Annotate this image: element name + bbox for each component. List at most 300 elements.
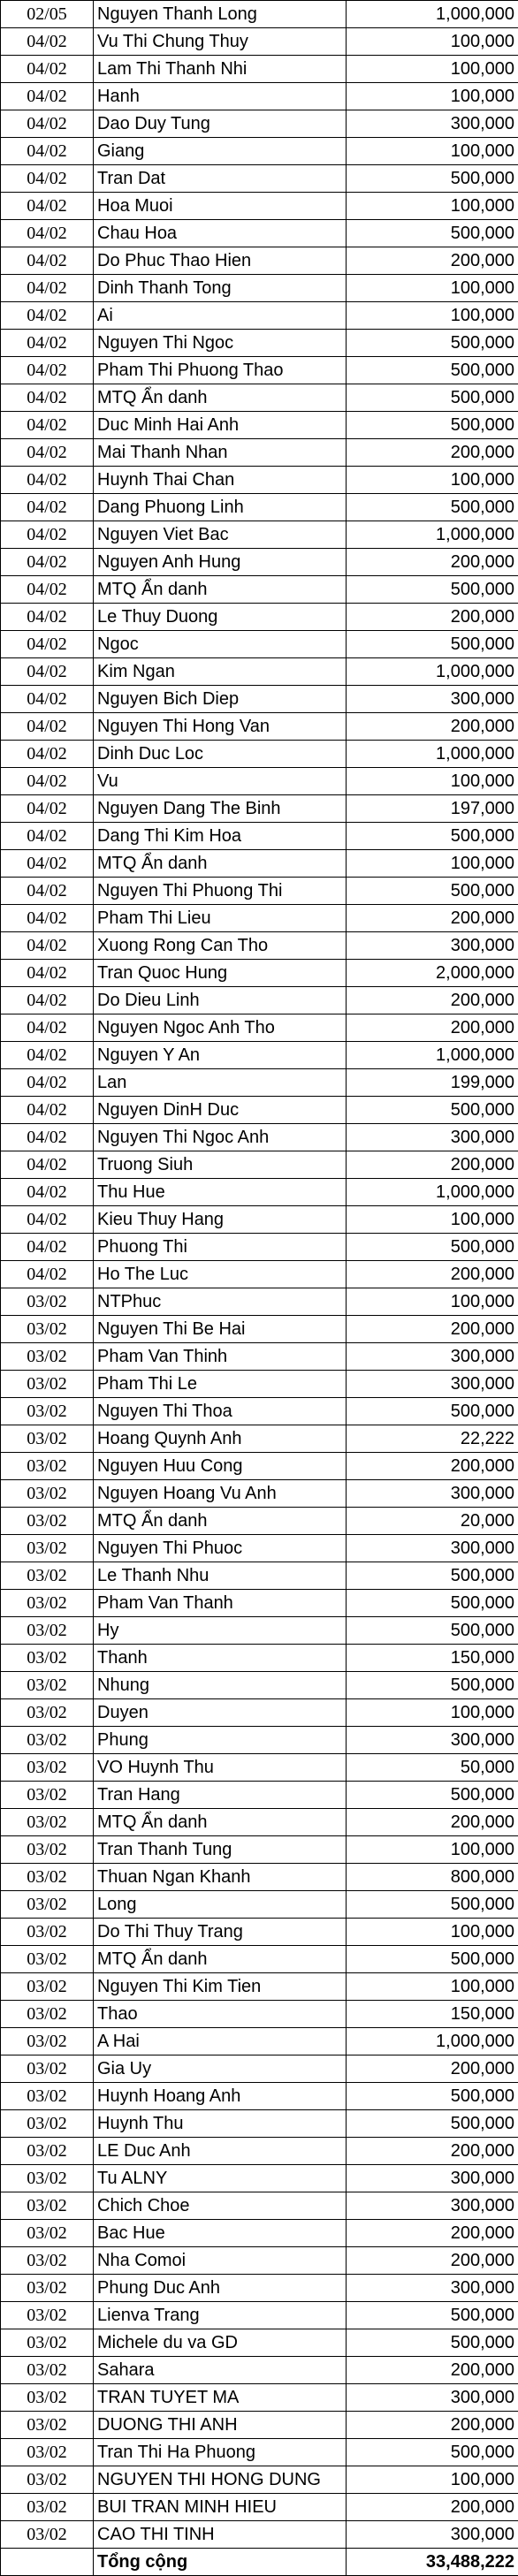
amount-cell: 300,000 — [347, 1535, 518, 1562]
donor-name-cell: VO Huynh Thu — [94, 1754, 347, 1782]
donor-name-cell: Nguyen Hoang Vu Anh — [94, 1480, 347, 1508]
date-cell: 04/02 — [1, 658, 94, 686]
donor-name-cell: Pham Thi Le — [94, 1371, 347, 1398]
table-row — [1, 576, 518, 604]
donor-name-cell: Nguyen Thi Ngoc Anh — [94, 1124, 347, 1151]
donor-name-cell: Truong Siuh — [94, 1151, 347, 1179]
amount-cell: 200,000 — [347, 2247, 518, 2275]
donor-name-cell: Michele du va GD — [94, 2329, 347, 2357]
date-cell: 03/02 — [1, 2028, 94, 2055]
date-cell: 04/02 — [1, 494, 94, 521]
table-row — [1, 2192, 518, 2220]
amount-cell: 100,000 — [347, 56, 518, 83]
amount-cell: 300,000 — [347, 2165, 518, 2192]
date-cell: 04/02 — [1, 357, 94, 384]
table-row — [1, 2329, 518, 2357]
donor-name-cell: Dinh Thanh Tong — [94, 275, 347, 302]
date-cell: 03/02 — [1, 1973, 94, 2001]
donor-name-cell: Dang Thi Kim Hoa — [94, 823, 347, 850]
donor-name-cell: LE Duc Anh — [94, 2138, 347, 2165]
table-row — [1, 2220, 518, 2247]
amount-cell: 500,000 — [347, 165, 518, 193]
table-row — [1, 795, 518, 823]
amount-cell: 100,000 — [347, 193, 518, 220]
date-cell: 04/02 — [1, 165, 94, 193]
donor-name-cell: Chau Hoa — [94, 220, 347, 247]
date-cell: 04/02 — [1, 850, 94, 878]
donor-name-cell: Nhung — [94, 1672, 347, 1699]
table-row — [1, 1809, 518, 1836]
date-cell: 04/02 — [1, 932, 94, 960]
date-cell: 03/02 — [1, 2001, 94, 2028]
table-row — [1, 1480, 518, 1508]
amount-cell: 100,000 — [347, 83, 518, 110]
table-row — [1, 713, 518, 741]
date-cell: 03/02 — [1, 2165, 94, 2192]
date-cell: 03/02 — [1, 2466, 94, 2494]
date-cell: 04/02 — [1, 1206, 94, 1234]
table-row — [1, 905, 518, 932]
donor-name-cell: Nguyen DinH Duc — [94, 1097, 347, 1124]
date-cell: 03/02 — [1, 1727, 94, 1754]
date-cell: 04/02 — [1, 1014, 94, 1042]
amount-cell: 500,000 — [347, 1891, 518, 1919]
amount-cell: 1,000,000 — [347, 2028, 518, 2055]
donor-name-cell: Vu — [94, 768, 347, 795]
date-cell: 04/02 — [1, 631, 94, 658]
table-row — [1, 1234, 518, 1261]
amount-cell: 200,000 — [347, 905, 518, 932]
amount-cell: 500,000 — [347, 357, 518, 384]
amount-cell: 800,000 — [347, 1864, 518, 1891]
amount-cell: 300,000 — [347, 2384, 518, 2412]
table-row — [1, 960, 518, 987]
amount-cell: 500,000 — [347, 220, 518, 247]
date-cell: 04/02 — [1, 275, 94, 302]
donor-name-cell: Xuong Rong Can Tho — [94, 932, 347, 960]
table-row — [1, 2247, 518, 2275]
table-row — [1, 2001, 518, 2028]
donor-name-cell: Hoa Muoi — [94, 193, 347, 220]
table-row — [1, 549, 518, 576]
table-row — [1, 1508, 518, 1535]
donor-name-cell: TRAN TUYET MA — [94, 2384, 347, 2412]
table-row — [1, 384, 518, 412]
date-cell: 04/02 — [1, 960, 94, 987]
date-cell: 03/02 — [1, 1562, 94, 1590]
amount-cell: 300,000 — [347, 686, 518, 713]
table-row — [1, 1727, 518, 1754]
amount-cell: 100,000 — [347, 850, 518, 878]
date-cell: 03/02 — [1, 1699, 94, 1727]
donor-name-cell: Tran Quoc Hung — [94, 960, 347, 987]
amount-cell: 500,000 — [347, 1617, 518, 1645]
date-cell: 04/02 — [1, 83, 94, 110]
table-row — [1, 768, 518, 795]
amount-cell: 20,000 — [347, 1508, 518, 1535]
amount-cell: 199,000 — [347, 1069, 518, 1097]
date-cell: 03/02 — [1, 1508, 94, 1535]
date-cell: 04/02 — [1, 439, 94, 467]
date-cell: 03/02 — [1, 2302, 94, 2329]
table-row — [1, 1398, 518, 1425]
donor-name-cell: Thuan Ngan Khanh — [94, 1864, 347, 1891]
date-cell: 04/02 — [1, 686, 94, 713]
date-cell: 03/02 — [1, 1371, 94, 1398]
amount-cell: 500,000 — [347, 2329, 518, 2357]
donor-name-cell: NTPhuc — [94, 1288, 347, 1316]
date-cell: 04/02 — [1, 247, 94, 275]
amount-cell: 300,000 — [347, 932, 518, 960]
donor-name-cell: Huynh Thai Chan — [94, 467, 347, 494]
table-row — [1, 1919, 518, 1946]
donor-name-cell: BUI TRAN MINH HIEU — [94, 2494, 347, 2521]
amount-cell: 500,000 — [347, 1590, 518, 1617]
amount-cell: 200,000 — [347, 2220, 518, 2247]
donor-name-cell: Tran Thi Ha Phuong — [94, 2439, 347, 2466]
donor-name-cell: DUONG THI ANH — [94, 2412, 347, 2439]
amount-cell: 200,000 — [347, 1316, 518, 1343]
amount-cell: 1,000,000 — [347, 1042, 518, 1069]
table-row — [1, 631, 518, 658]
date-cell: 04/02 — [1, 878, 94, 905]
donor-name-cell: Do Phuc Thao Hien — [94, 247, 347, 275]
table-row — [1, 56, 518, 83]
donor-name-cell: Ai — [94, 302, 347, 330]
table-row — [1, 1343, 518, 1371]
table-row — [1, 2384, 518, 2412]
donor-name-cell: Phung Duc Anh — [94, 2275, 347, 2302]
date-cell: 04/02 — [1, 302, 94, 330]
donor-name-cell: Sahara — [94, 2357, 347, 2384]
amount-cell: 500,000 — [347, 1234, 518, 1261]
table-row — [1, 823, 518, 850]
date-cell: 04/02 — [1, 384, 94, 412]
amount-cell: 200,000 — [347, 549, 518, 576]
table-row — [1, 2275, 518, 2302]
amount-cell: 300,000 — [347, 110, 518, 138]
amount-cell: 1,000,000 — [347, 521, 518, 549]
donor-name-cell: Hy — [94, 1617, 347, 1645]
amount-cell: 100,000 — [347, 28, 518, 56]
date-cell: 03/02 — [1, 1754, 94, 1782]
date-cell: 04/02 — [1, 604, 94, 631]
date-cell: 03/02 — [1, 2138, 94, 2165]
amount-cell: 100,000 — [347, 768, 518, 795]
table-row — [1, 2083, 518, 2110]
table-row — [1, 1206, 518, 1234]
amount-cell: 1,000,000 — [347, 1179, 518, 1206]
amount-cell: 100,000 — [347, 1699, 518, 1727]
table-row — [1, 2494, 518, 2521]
donor-name-cell: Vu Thi Chung Thuy — [94, 28, 347, 56]
date-cell: 04/02 — [1, 1234, 94, 1261]
table-row — [1, 1672, 518, 1699]
date-cell: 03/02 — [1, 2439, 94, 2466]
donor-name-cell: Lan — [94, 1069, 347, 1097]
table-row — [1, 1973, 518, 2001]
table-row — [1, 1453, 518, 1480]
table-row — [1, 193, 518, 220]
date-cell: 04/02 — [1, 193, 94, 220]
table-row — [1, 1836, 518, 1864]
total-row — [1, 2549, 518, 2576]
date-cell: 03/02 — [1, 2083, 94, 2110]
date-cell: 03/02 — [1, 1946, 94, 1973]
date-cell: 02/05 — [1, 1, 94, 28]
table-row — [1, 2466, 518, 2494]
total-amount: 33,488,222 — [347, 2549, 518, 2576]
table-row — [1, 1, 518, 28]
amount-cell: 100,000 — [347, 1206, 518, 1234]
amount-cell: 300,000 — [347, 2521, 518, 2549]
donor-name-cell: Gia Uy — [94, 2055, 347, 2083]
date-cell: 03/02 — [1, 1617, 94, 1645]
date-cell: 03/02 — [1, 1672, 94, 1699]
amount-cell: 300,000 — [347, 1480, 518, 1508]
total-label: Tổng cộng — [94, 2549, 347, 2576]
table-row — [1, 2110, 518, 2138]
table-row — [1, 1590, 518, 1617]
donor-name-cell: Nguyen Thi Hong Van — [94, 713, 347, 741]
date-cell: 03/02 — [1, 1864, 94, 1891]
donor-name-cell: Duc Minh Hai Anh — [94, 412, 347, 439]
amount-cell: 300,000 — [347, 1124, 518, 1151]
amount-cell: 150,000 — [347, 2001, 518, 2028]
date-cell: 03/02 — [1, 2110, 94, 2138]
date-cell: 03/02 — [1, 1809, 94, 1836]
donor-name-cell: Nguyen Thi Kim Tien — [94, 1973, 347, 2001]
date-cell: 03/02 — [1, 2192, 94, 2220]
donor-name-cell: Hoang Quynh Anh — [94, 1425, 347, 1453]
table-row — [1, 1946, 518, 1973]
donor-name-cell: Giang — [94, 138, 347, 165]
donor-name-cell: Bac Hue — [94, 2220, 347, 2247]
table-row — [1, 275, 518, 302]
table-row — [1, 83, 518, 110]
donor-name-cell: Nguyen Thi Thoa — [94, 1398, 347, 1425]
amount-cell: 500,000 — [347, 384, 518, 412]
donor-name-cell: Chich Choe — [94, 2192, 347, 2220]
amount-cell: 500,000 — [347, 412, 518, 439]
table-row — [1, 1179, 518, 1206]
table-row — [1, 247, 518, 275]
date-cell: 04/02 — [1, 521, 94, 549]
date-cell: 03/02 — [1, 1535, 94, 1562]
donor-name-cell: Tran Dat — [94, 165, 347, 193]
donor-name-cell: Nguyen Thi Phuoc — [94, 1535, 347, 1562]
donor-name-cell: Thu Hue — [94, 1179, 347, 1206]
table-row — [1, 439, 518, 467]
date-cell: 03/02 — [1, 1836, 94, 1864]
donor-name-cell: Nguyen Ngoc Anh Tho — [94, 1014, 347, 1042]
amount-cell: 100,000 — [347, 1973, 518, 2001]
amount-cell: 300,000 — [347, 1727, 518, 1754]
donor-name-cell: Nguyen Thanh Long — [94, 1, 347, 28]
amount-cell: 200,000 — [347, 1151, 518, 1179]
amount-cell: 500,000 — [347, 1398, 518, 1425]
amount-cell: 100,000 — [347, 467, 518, 494]
date-cell: 03/02 — [1, 1343, 94, 1371]
amount-cell: 500,000 — [347, 1672, 518, 1699]
date-cell: 03/02 — [1, 2329, 94, 2357]
date-cell: 04/02 — [1, 467, 94, 494]
donor-name-cell: Nguyen Dang The Binh — [94, 795, 347, 823]
date-cell: 04/02 — [1, 768, 94, 795]
amount-cell: 500,000 — [347, 1946, 518, 1973]
donor-name-cell: Le Thuy Duong — [94, 604, 347, 631]
donor-name-cell: Le Thanh Nhu — [94, 1562, 347, 1590]
table-row — [1, 467, 518, 494]
donor-name-cell: Do Thi Thuy Trang — [94, 1919, 347, 1946]
donor-name-cell: Duyen — [94, 1699, 347, 1727]
table-row — [1, 1151, 518, 1179]
donor-name-cell: Nguyen Anh Hung — [94, 549, 347, 576]
amount-cell: 500,000 — [347, 330, 518, 357]
amount-cell: 300,000 — [347, 1343, 518, 1371]
donor-name-cell: Hanh — [94, 83, 347, 110]
table-row — [1, 1371, 518, 1398]
amount-cell: 500,000 — [347, 631, 518, 658]
date-cell: 04/02 — [1, 56, 94, 83]
table-row — [1, 1535, 518, 1562]
table-row — [1, 165, 518, 193]
date-cell: 03/02 — [1, 1590, 94, 1617]
donor-name-cell: MTQ Ẩn danh — [94, 384, 347, 412]
table-row — [1, 2357, 518, 2384]
total-date-cell — [1, 2549, 94, 2576]
amount-cell: 500,000 — [347, 1097, 518, 1124]
amount-cell: 300,000 — [347, 2192, 518, 2220]
donor-name-cell: CAO THI TINH — [94, 2521, 347, 2549]
table-row — [1, 1042, 518, 1069]
table-row — [1, 412, 518, 439]
amount-cell: 1,000,000 — [347, 1, 518, 28]
table-row — [1, 1124, 518, 1151]
donor-name-cell: Ngoc — [94, 631, 347, 658]
date-cell: 03/02 — [1, 2220, 94, 2247]
donor-name-cell: Tu ALNY — [94, 2165, 347, 2192]
table-row — [1, 850, 518, 878]
donor-name-cell: Pham Van Thinh — [94, 1343, 347, 1371]
table-row — [1, 2521, 518, 2549]
amount-cell: 100,000 — [347, 2466, 518, 2494]
amount-cell: 100,000 — [347, 1288, 518, 1316]
donor-name-cell: Dinh Duc Loc — [94, 741, 347, 768]
amount-cell: 200,000 — [347, 713, 518, 741]
date-cell: 04/02 — [1, 1042, 94, 1069]
date-cell: 03/02 — [1, 2275, 94, 2302]
table-row — [1, 1425, 518, 1453]
date-cell: 04/02 — [1, 795, 94, 823]
date-cell: 04/02 — [1, 905, 94, 932]
table-row — [1, 2439, 518, 2466]
date-cell: 03/02 — [1, 2384, 94, 2412]
table-row — [1, 330, 518, 357]
donor-name-cell: NGUYEN THI HONG DUNG — [94, 2466, 347, 2494]
date-cell: 03/02 — [1, 1645, 94, 1672]
table-row — [1, 357, 518, 384]
table-row — [1, 494, 518, 521]
donor-name-cell: Nguyen Viet Bac — [94, 521, 347, 549]
amount-cell: 100,000 — [347, 302, 518, 330]
amount-cell: 2,000,000 — [347, 960, 518, 987]
donor-name-cell: Thao — [94, 2001, 347, 2028]
date-cell: 04/02 — [1, 412, 94, 439]
amount-cell: 22,222 — [347, 1425, 518, 1453]
date-cell: 03/02 — [1, 1919, 94, 1946]
date-cell: 04/02 — [1, 713, 94, 741]
table-row — [1, 1617, 518, 1645]
date-cell: 03/02 — [1, 2412, 94, 2439]
date-cell: 03/02 — [1, 1288, 94, 1316]
donor-name-cell: Nha Comoi — [94, 2247, 347, 2275]
donor-name-cell: Pham Van Thanh — [94, 1590, 347, 1617]
donation-table-body — [1, 1, 518, 2549]
table-row — [1, 1782, 518, 1809]
amount-cell: 200,000 — [347, 2357, 518, 2384]
amount-cell: 200,000 — [347, 604, 518, 631]
date-cell: 04/02 — [1, 138, 94, 165]
amount-cell: 500,000 — [347, 576, 518, 604]
date-cell: 04/02 — [1, 330, 94, 357]
table-row — [1, 138, 518, 165]
amount-cell: 200,000 — [347, 1809, 518, 1836]
date-cell: 03/02 — [1, 1398, 94, 1425]
amount-cell: 500,000 — [347, 823, 518, 850]
amount-cell: 500,000 — [347, 2439, 518, 2466]
amount-cell: 500,000 — [347, 1782, 518, 1809]
amount-cell: 200,000 — [347, 2055, 518, 2083]
donor-name-cell: Thanh — [94, 1645, 347, 1672]
table-row — [1, 1014, 518, 1042]
date-cell: 04/02 — [1, 110, 94, 138]
donor-name-cell: Dao Duy Tung — [94, 110, 347, 138]
donor-name-cell: Phuong Thi — [94, 1234, 347, 1261]
table-row — [1, 604, 518, 631]
table-row — [1, 1891, 518, 1919]
amount-cell: 150,000 — [347, 1645, 518, 1672]
donor-name-cell: MTQ Ẩn danh — [94, 1809, 347, 1836]
table-row — [1, 2055, 518, 2083]
table-row — [1, 2028, 518, 2055]
donor-name-cell: A Hai — [94, 2028, 347, 2055]
donor-name-cell: Nguyen Bich Diep — [94, 686, 347, 713]
table-row — [1, 686, 518, 713]
date-cell: 04/02 — [1, 549, 94, 576]
donor-name-cell: Huynh Thu — [94, 2110, 347, 2138]
table-row — [1, 878, 518, 905]
amount-cell: 500,000 — [347, 878, 518, 905]
date-cell: 03/02 — [1, 1316, 94, 1343]
table-row — [1, 521, 518, 549]
amount-cell: 300,000 — [347, 1371, 518, 1398]
date-cell: 03/02 — [1, 2247, 94, 2275]
amount-cell: 200,000 — [347, 2494, 518, 2521]
amount-cell: 1,000,000 — [347, 741, 518, 768]
date-cell: 04/02 — [1, 28, 94, 56]
date-cell: 04/02 — [1, 1179, 94, 1206]
date-cell: 04/02 — [1, 987, 94, 1014]
date-cell: 03/02 — [1, 2521, 94, 2549]
amount-cell: 500,000 — [347, 494, 518, 521]
donor-name-cell: Nguyen Y An — [94, 1042, 347, 1069]
donor-name-cell: Nguyen Thi Phuong Thi — [94, 878, 347, 905]
table-row — [1, 2302, 518, 2329]
date-cell: 04/02 — [1, 1261, 94, 1288]
date-cell: 03/02 — [1, 1891, 94, 1919]
date-cell: 03/02 — [1, 1480, 94, 1508]
